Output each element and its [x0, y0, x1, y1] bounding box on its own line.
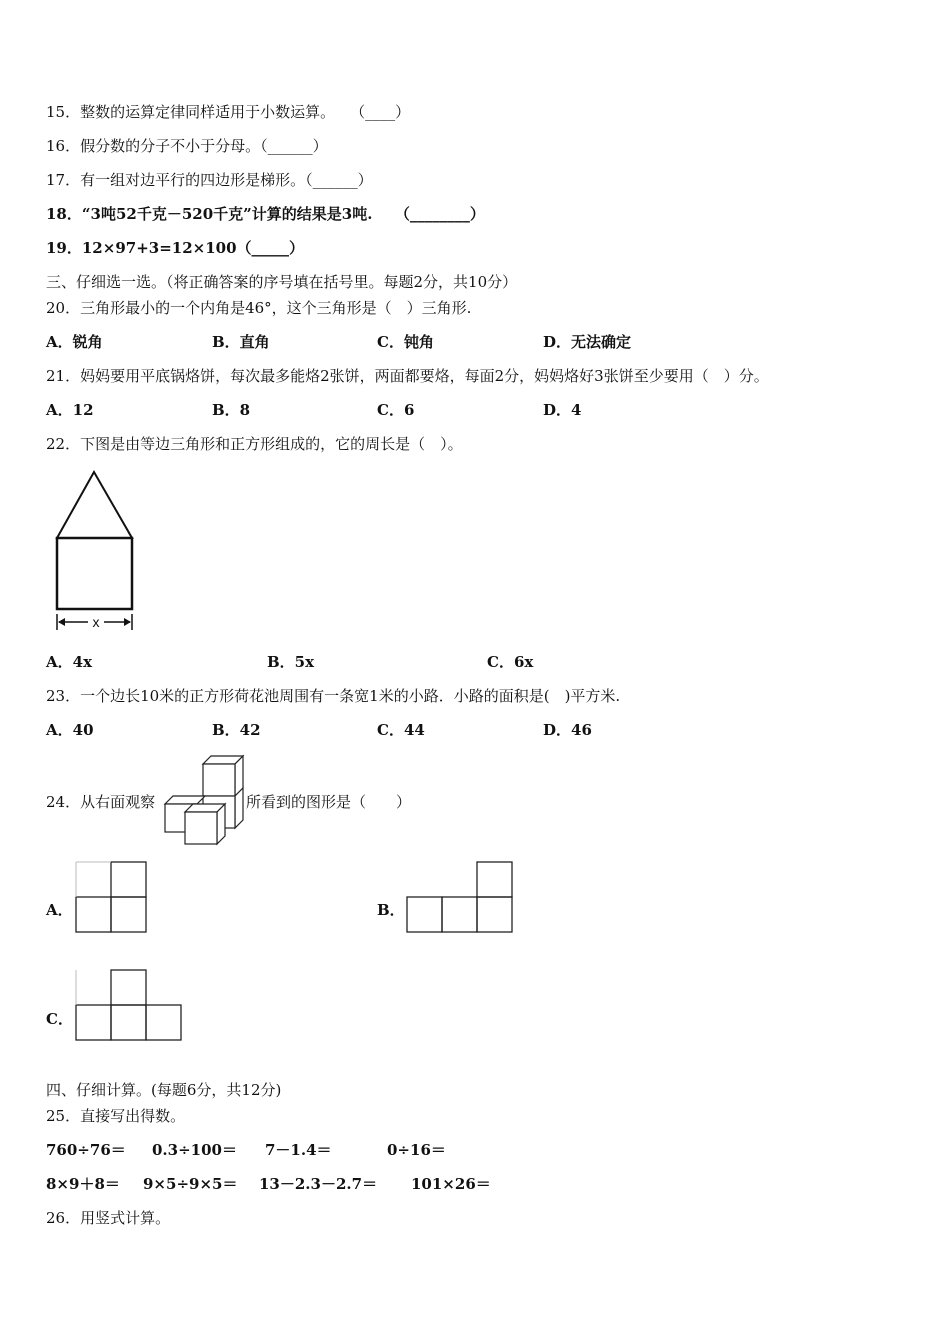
q24-option-b: B． — [377, 901, 405, 919]
q21-option-c: C．6 — [377, 401, 415, 419]
question-24-suffix: 所看到的图形是（ ） — [246, 793, 412, 811]
option-a-shape — [74, 860, 150, 934]
section-3-heading: 三、仔细选一选。（将正确答案的序号填在括号里。每题2分，共10分） — [46, 273, 518, 291]
q23-option-d: D．46 — [543, 721, 592, 739]
q22-option-c: C．6x — [487, 653, 534, 671]
question-25: 25．直接写出得数。 — [46, 1107, 186, 1125]
q22-option-a: A．4x — [46, 653, 93, 671]
q23-option-a: A．40 — [46, 721, 94, 739]
calc-item: 9×5÷9×5＝ — [143, 1175, 238, 1193]
cube-stack-figure — [162, 754, 248, 846]
q21-option-b: B．8 — [212, 401, 251, 419]
question-24-prefix: 24．从右面观察 — [46, 793, 156, 811]
option-b-shape — [405, 860, 515, 934]
question-17: 17．有一组对边平行的四边形是梯形。（______） — [46, 171, 373, 189]
question-22: 22．下图是由等边三角形和正方形组成的，它的周长是（ ）。 — [46, 435, 463, 453]
q24-option-c: C． — [46, 1010, 73, 1028]
q24-option-a: A． — [46, 901, 73, 919]
calc-item: 101×26＝ — [411, 1175, 491, 1193]
triangle-shape — [57, 472, 132, 538]
q20-option-c: C．钝角 — [377, 333, 434, 351]
question-20: 20．三角形最小的一个内角是46°，这个三角形是（ ）三角形. — [46, 299, 472, 317]
question-16: 16．假分数的分子不小于分母。（______） — [46, 137, 328, 155]
calc-item: 0.3÷100＝ — [152, 1141, 237, 1159]
width-label-x: x — [92, 614, 100, 630]
question-18: 18．“3吨52千克－520千克”计算的结果是3吨. （________） — [46, 205, 485, 223]
q21-option-d: D．4 — [543, 401, 582, 419]
q23-option-b: B．42 — [212, 721, 261, 739]
q22-option-b: B．5x — [267, 653, 315, 671]
calc-item: 760÷76＝ — [46, 1141, 126, 1159]
q21-option-a: A．12 — [46, 401, 94, 419]
q20-option-b: B．直角 — [212, 333, 270, 351]
house-figure — [50, 468, 145, 634]
calc-item: 0÷16＝ — [387, 1141, 446, 1159]
q20-option-d: D．无法确定 — [543, 333, 632, 351]
calc-item: 7－1.4＝ — [265, 1141, 332, 1159]
question-23: 23．一个边长10米的正方形荷花池周围有一条宽1米的小路．小路的面积是( )平方米. — [46, 687, 621, 705]
question-26: 26．用竖式计算。 — [46, 1209, 171, 1227]
question-21: 21．妈妈要用平底锅烙饼，每次最多能烙2张饼，两面都要烙，每面2分，妈妈烙好3张饼至少要用（ ）分。 — [46, 367, 769, 385]
calc-item: 8×9＋8＝ — [46, 1175, 120, 1193]
q20-option-a: A．锐角 — [46, 333, 103, 351]
square-shape — [57, 538, 132, 609]
question-19: 19．12×97+3=12×100（_____） — [46, 239, 305, 257]
section-4-heading: 四、仔细计算。(每题6分，共12分) — [46, 1081, 282, 1099]
question-15: 15．整数的运算定律同样适用于小数运算。 （____） — [46, 103, 411, 121]
calc-item: 13－2.3－2.7＝ — [259, 1175, 378, 1193]
option-c-shape — [74, 968, 184, 1044]
q23-option-c: C．44 — [377, 721, 425, 739]
